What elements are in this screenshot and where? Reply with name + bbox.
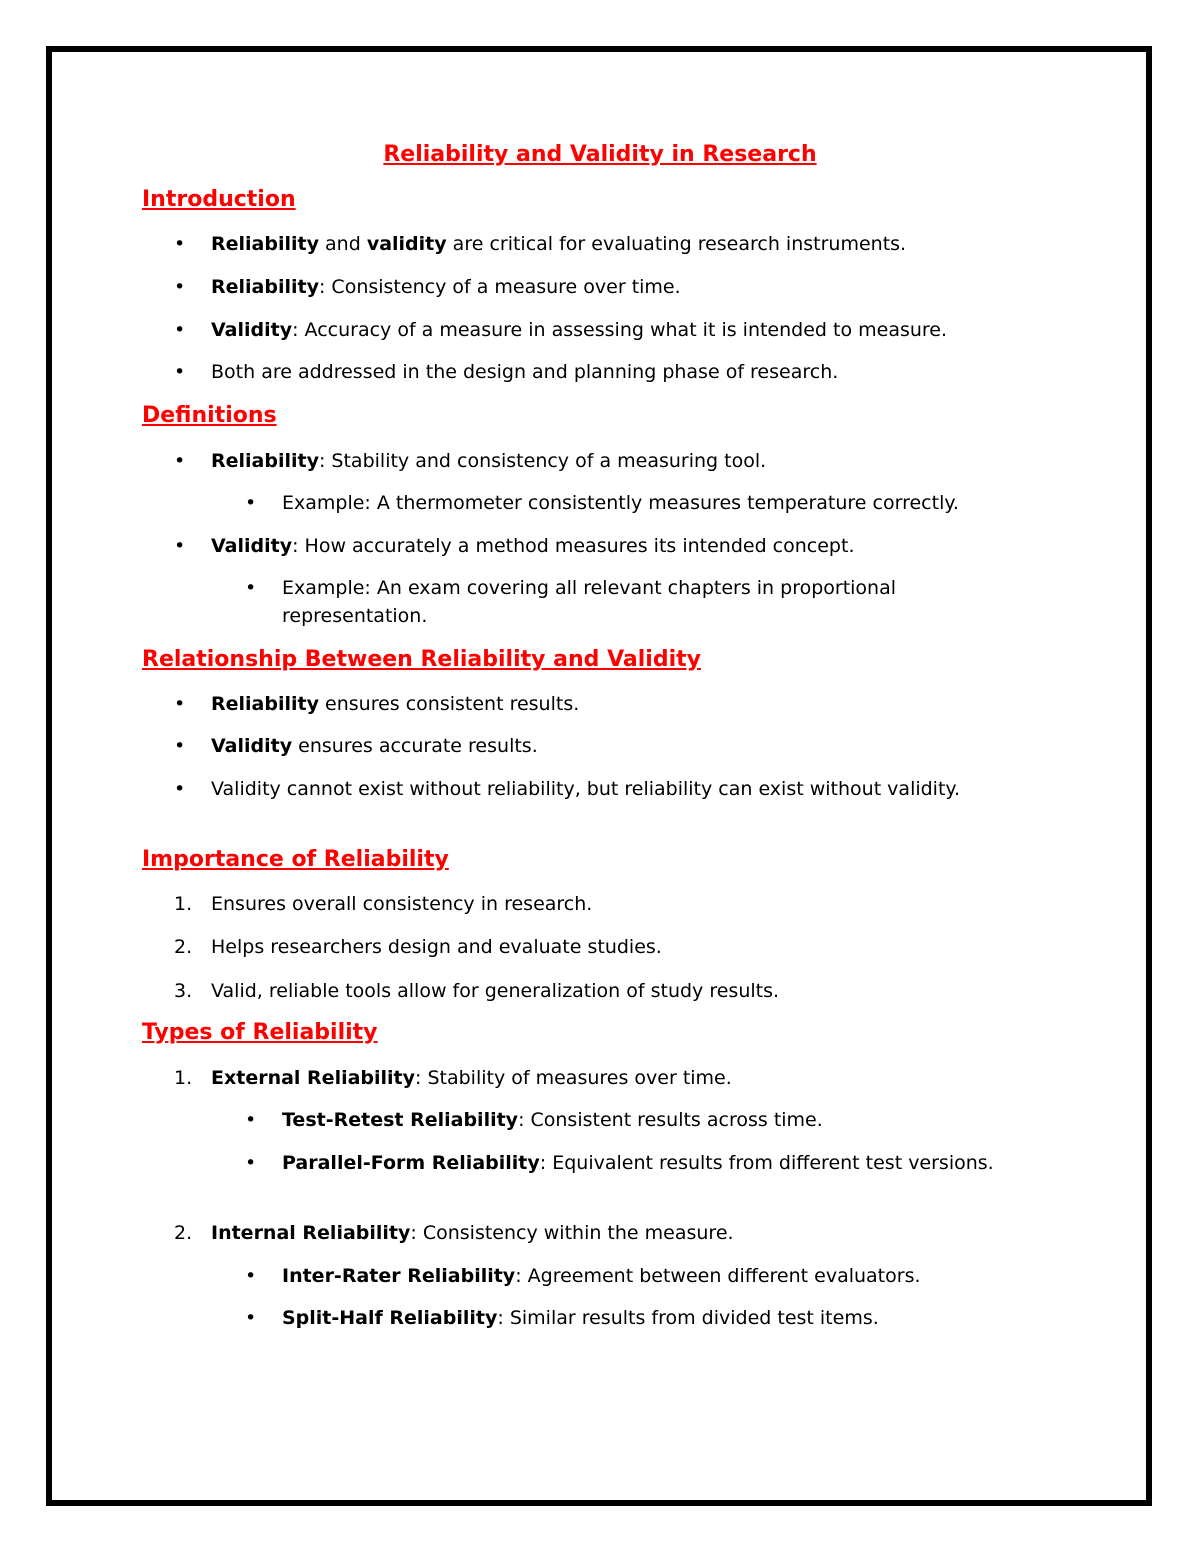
document-title: Reliability and Validity in Research <box>383 142 817 167</box>
list-item: Inter-Rater Reliability: Agreement between different evaluators. <box>282 1265 921 1287</box>
list-item: Split-Half Reliability: Similar results from divided test items. <box>282 1307 879 1329</box>
list-item: Reliability: Consistency of a measure over time. <box>211 276 681 298</box>
list-item: Validity ensures accurate results. <box>211 735 538 757</box>
list-item: 2. Helps researchers design and evaluate studies. <box>211 933 1061 961</box>
list-number: 2. <box>174 936 193 958</box>
heading-definitions: Definitions <box>142 403 277 428</box>
heading-relationship: Relationship Between Reliability and Validity <box>142 647 701 672</box>
list-item: Example: An exam covering all relevant chapters in proportional representation. <box>282 577 897 627</box>
list-item: Validity: Accuracy of a measure in assessing what it is intended to measure. <box>211 319 948 341</box>
heading-types: Types of Reliability <box>142 1020 378 1045</box>
list-number: 1. <box>174 1067 193 1089</box>
list-item: Both are addressed in the design and planning phase of research. <box>211 361 839 383</box>
list-item: Reliability and validity are critical for evaluating research instruments. <box>211 233 907 255</box>
list-item: Validity cannot exist without reliability, but reliability can exist without validity. <box>211 778 960 800</box>
list-item: Example: A thermometer consistently measures temperature correctly. <box>282 492 959 514</box>
list-number: 1. <box>174 893 193 915</box>
list-item: Parallel-Form Reliability: Equivalent results from different test versions. <box>282 1152 994 1174</box>
list-item: 1. Ensures overall consistency in research. <box>211 890 1061 918</box>
list-item: Test-Retest Reliability: Consistent results across time. <box>282 1109 823 1131</box>
list-number: 3. <box>174 980 193 1002</box>
list-item: 1. External Reliability: Stability of measures over time. <box>211 1064 1061 1092</box>
heading-importance: Importance of Reliability <box>142 847 449 872</box>
list-item: Reliability ensures consistent results. <box>211 693 580 715</box>
list-item: Reliability: Stability and consistency of a measuring tool. <box>211 450 767 472</box>
list-item: Validity: How accurately a method measures its intended concept. <box>211 535 855 557</box>
list-item: 2. Internal Reliability: Consistency within the measure. <box>211 1219 1061 1247</box>
list-item: 3. Valid, reliable tools allow for generalization of study results. <box>211 977 1061 1005</box>
list-number: 2. <box>174 1222 193 1244</box>
heading-introduction: Introduction <box>142 187 296 212</box>
